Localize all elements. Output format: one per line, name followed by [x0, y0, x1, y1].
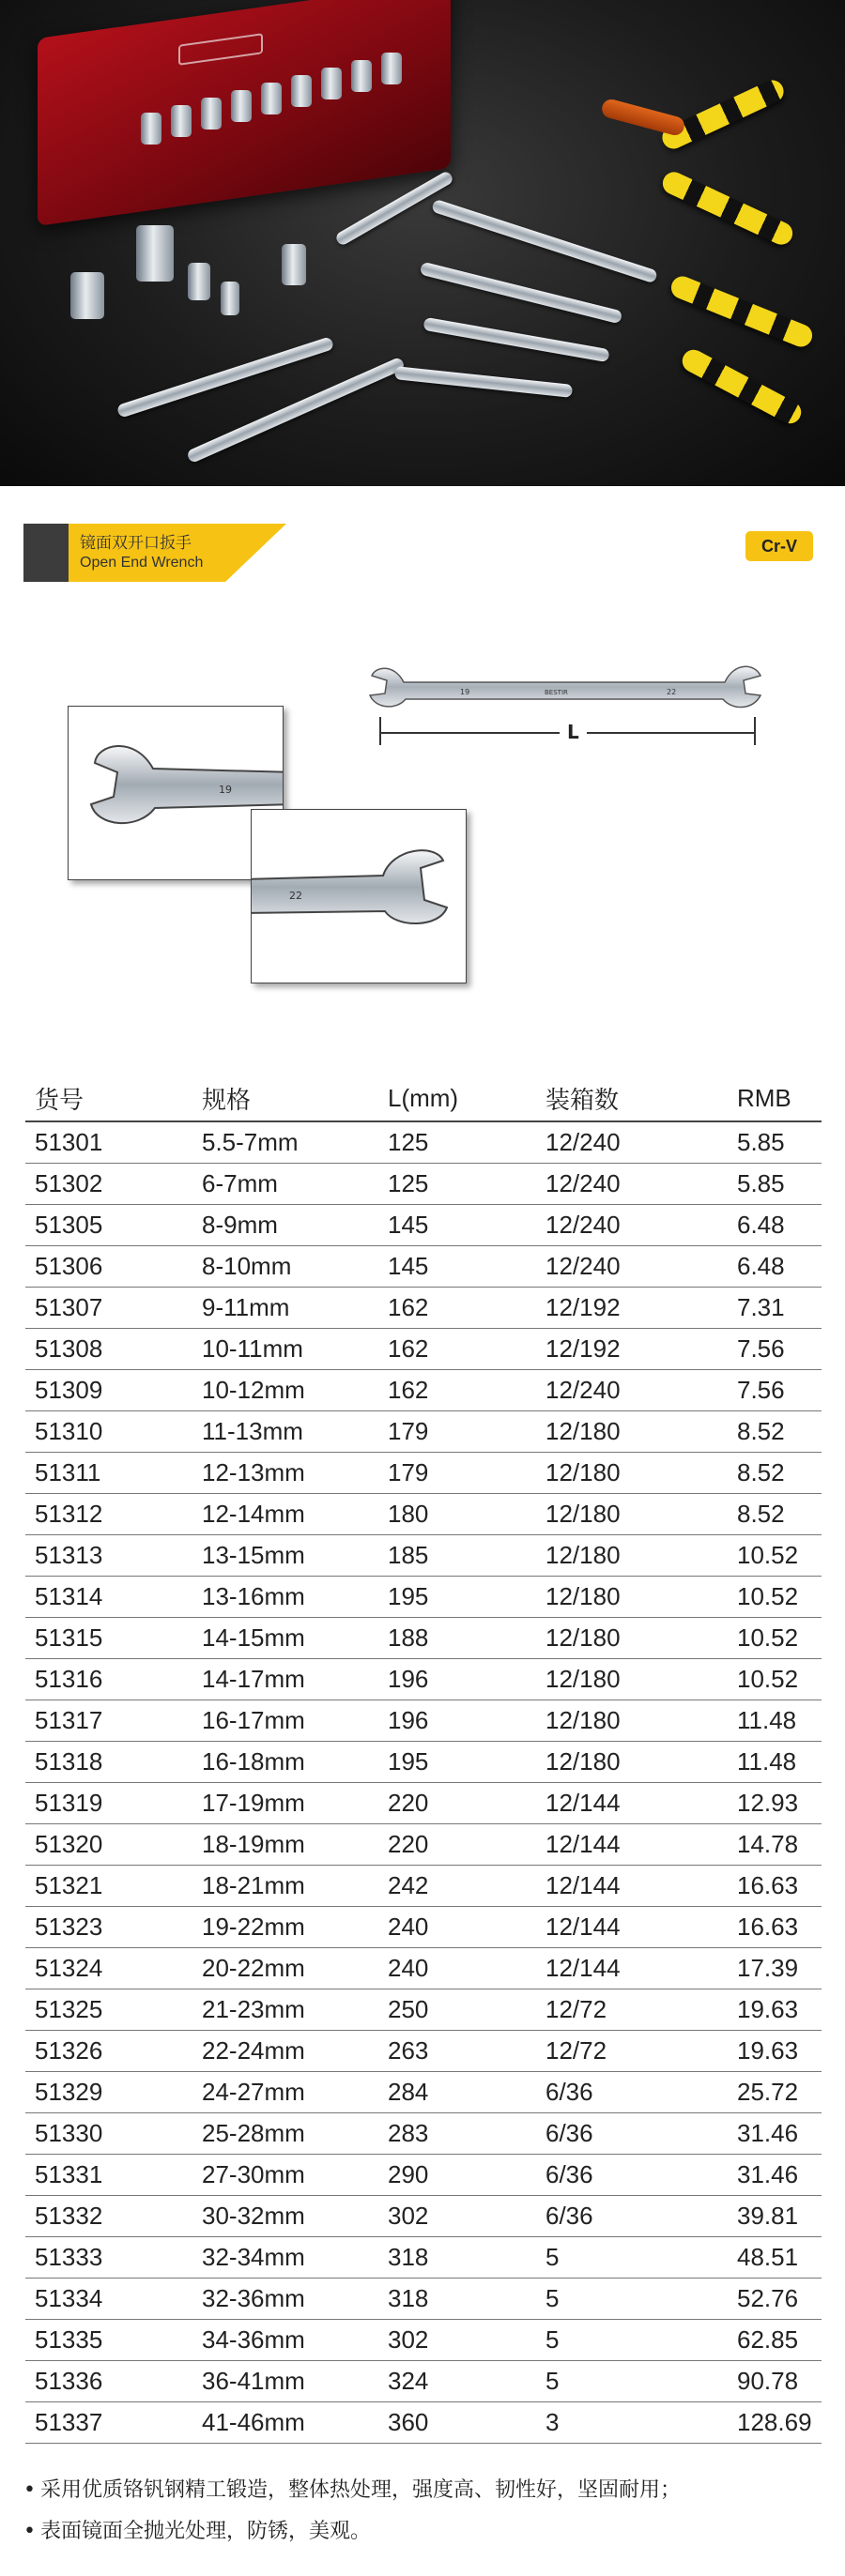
table-cell: 12/180	[536, 1658, 728, 1700]
table-cell: 51330	[25, 2112, 192, 2154]
table-cell: 51329	[25, 2071, 192, 2112]
table-cell: 25-28mm	[192, 2112, 378, 2154]
table-cell: 34-36mm	[192, 2319, 378, 2360]
product-banner-photo	[0, 0, 845, 486]
wrench-icon	[420, 262, 623, 325]
table-cell: 14-17mm	[192, 1658, 378, 1700]
table-cell: 51324	[25, 1947, 192, 1989]
table-row	[25, 2154, 822, 2195]
table-row	[25, 1658, 822, 1700]
socket-icon	[261, 83, 282, 114]
table-header-row	[25, 1076, 822, 1121]
table-cell: 51305	[25, 1204, 192, 1245]
table-cell: 16-17mm	[192, 1700, 378, 1741]
table-row	[25, 2278, 822, 2319]
table-row	[25, 2030, 822, 2071]
table-cell: 12/240	[536, 1245, 728, 1287]
table-cell: 12/72	[536, 1989, 728, 2030]
table-cell: 6/36	[536, 2195, 728, 2236]
table-cell: 51337	[25, 2401, 192, 2443]
table-cell: 196	[378, 1700, 536, 1741]
table-cell: 12/144	[536, 1782, 728, 1823]
table-cell: 21-23mm	[192, 1989, 378, 2030]
table-cell: 12/180	[536, 1452, 728, 1493]
table-cell: 14-15mm	[192, 1617, 378, 1658]
wrench-mark-right: 22	[667, 688, 677, 696]
table-cell: 12/144	[536, 1947, 728, 1989]
socket-icon	[188, 263, 210, 300]
table-cell: 51314	[25, 1576, 192, 1617]
table-row	[25, 2071, 822, 2112]
table-cell: 7.56	[728, 1369, 822, 1410]
table-cell: 220	[378, 1823, 536, 1865]
table-cell: 6/36	[536, 2112, 728, 2154]
table-cell: 12/180	[536, 1741, 728, 1782]
table-cell: 51320	[25, 1823, 192, 1865]
table-cell: 51301	[25, 1121, 192, 1163]
table-cell: 179	[378, 1410, 536, 1452]
table-cell: 196	[378, 1658, 536, 1700]
table-cell: 17.39	[728, 1947, 822, 1989]
table-cell: 10.52	[728, 1534, 822, 1576]
table-cell: 240	[378, 1947, 536, 1989]
table-row	[25, 1534, 822, 1576]
table-cell: 5.5-7mm	[192, 1121, 378, 1163]
table-cell: 20-22mm	[192, 1947, 378, 1989]
table-cell: 162	[378, 1287, 536, 1328]
table-cell: 51306	[25, 1245, 192, 1287]
table-cell: 180	[378, 1493, 536, 1534]
table-cell: 12/180	[536, 1576, 728, 1617]
dimension-tick-left	[379, 717, 381, 745]
table-cell: 145	[378, 1245, 536, 1287]
table-cell: 263	[378, 2030, 536, 2071]
wrench-icon	[422, 317, 609, 363]
table-cell: 51323	[25, 1906, 192, 1947]
table-cell: 125	[378, 1121, 536, 1163]
table-cell: 220	[378, 1782, 536, 1823]
table-cell: 12/180	[536, 1493, 728, 1534]
table-cell: 51332	[25, 2195, 192, 2236]
table-row	[25, 1741, 822, 1782]
table-cell: 12/144	[536, 1906, 728, 1947]
section-title-tag	[23, 524, 329, 582]
column-header: 装箱数	[536, 1076, 728, 1121]
table-cell: 12/240	[536, 1369, 728, 1410]
table-cell: 162	[378, 1369, 536, 1410]
ratchet-handle-icon	[659, 168, 796, 248]
table-cell: 51308	[25, 1328, 192, 1369]
table-cell: 318	[378, 2236, 536, 2278]
table-cell: 52.76	[728, 2278, 822, 2319]
table-cell: 12/144	[536, 1823, 728, 1865]
table-cell: 283	[378, 2112, 536, 2154]
table-cell: 12/192	[536, 1328, 728, 1369]
table-row	[25, 1452, 822, 1493]
table-cell: 125	[378, 1163, 536, 1204]
table-cell: 128.69	[728, 2401, 822, 2443]
table-cell: 51313	[25, 1534, 192, 1576]
table-cell: 12-13mm	[192, 1452, 378, 1493]
table-cell: 51310	[25, 1410, 192, 1452]
table-cell: 36-41mm	[192, 2360, 378, 2401]
table-cell: 8-10mm	[192, 1245, 378, 1287]
socket-icon	[221, 282, 239, 315]
column-header: RMB	[728, 1076, 822, 1121]
table-cell: 5.85	[728, 1121, 822, 1163]
socket-icon	[136, 225, 174, 282]
table-row	[25, 1700, 822, 1741]
detail-closeup-right	[251, 809, 467, 983]
wrench-head-icon	[252, 810, 467, 983]
table-cell: 242	[378, 1865, 536, 1906]
table-row	[25, 2401, 822, 2443]
table-cell: 12/180	[536, 1410, 728, 1452]
socket-icon	[201, 98, 222, 130]
table-cell: 8-9mm	[192, 1204, 378, 1245]
table-cell: 6.48	[728, 1245, 822, 1287]
table-cell: 5	[536, 2360, 728, 2401]
wrench-diagram	[366, 624, 770, 765]
table-cell: 27-30mm	[192, 2154, 378, 2195]
table-row	[25, 1245, 822, 1287]
table-row	[25, 1865, 822, 1906]
table-cell: 51331	[25, 2154, 192, 2195]
plier-handle-icon	[668, 273, 815, 350]
plier-handle-icon	[658, 77, 787, 153]
table-cell: 14.78	[728, 1823, 822, 1865]
column-header: 货号	[25, 1076, 192, 1121]
table-cell: 51321	[25, 1865, 192, 1906]
table-cell: 324	[378, 2360, 536, 2401]
table-cell: 185	[378, 1534, 536, 1576]
table-cell: 19.63	[728, 1989, 822, 2030]
table-cell: 5	[536, 2278, 728, 2319]
dimension-tick-right	[754, 717, 756, 745]
socket-icon	[141, 113, 161, 145]
table-cell: 51307	[25, 1287, 192, 1328]
table-cell: 19.63	[728, 2030, 822, 2071]
table-cell: 12/180	[536, 1700, 728, 1741]
table-cell: 30-32mm	[192, 2195, 378, 2236]
table-cell: 12/240	[536, 1163, 728, 1204]
table-cell: 3	[536, 2401, 728, 2443]
column-header: 规格	[192, 1076, 378, 1121]
table-cell: 12/144	[536, 1865, 728, 1906]
table-row	[25, 1287, 822, 1328]
spec-table	[25, 1076, 822, 2444]
table-cell: 240	[378, 1906, 536, 1947]
table-cell: 284	[378, 2071, 536, 2112]
table-cell: 290	[378, 2154, 536, 2195]
table-cell: 10-12mm	[192, 1369, 378, 1410]
table-cell: 51325	[25, 1989, 192, 2030]
table-cell: 11.48	[728, 1741, 822, 1782]
table-cell: 51311	[25, 1452, 192, 1493]
section-title-en: Open End Wrench	[80, 555, 204, 571]
table-cell: 10.52	[728, 1617, 822, 1658]
table-cell: 7.56	[728, 1328, 822, 1369]
adjustable-wrench-icon	[394, 366, 573, 398]
table-cell: 5	[536, 2319, 728, 2360]
dimension-label: L	[560, 721, 587, 743]
column-header: L(mm)	[378, 1076, 536, 1121]
material-badge: Cr-V	[745, 531, 813, 561]
wrench-mark-left: 19	[460, 688, 470, 696]
table-cell: 7.31	[728, 1287, 822, 1328]
table-cell: 32-34mm	[192, 2236, 378, 2278]
table-row	[25, 1163, 822, 1204]
table-cell: 31.46	[728, 2112, 822, 2154]
table-cell: 9-11mm	[192, 1287, 378, 1328]
table-cell: 51316	[25, 1658, 192, 1700]
table-row	[25, 1823, 822, 1865]
table-cell: 39.81	[728, 2195, 822, 2236]
table-cell: 12/180	[536, 1617, 728, 1658]
socket-icon	[171, 105, 192, 137]
table-cell: 16.63	[728, 1906, 822, 1947]
table-row	[25, 1947, 822, 1989]
detail-size-right: 22	[289, 890, 302, 902]
table-cell: 12/180	[536, 1534, 728, 1576]
table-row	[25, 1782, 822, 1823]
table-cell: 8.52	[728, 1452, 822, 1493]
table-row	[25, 1121, 822, 1163]
table-row	[25, 1576, 822, 1617]
table-cell: 162	[378, 1328, 536, 1369]
table-cell: 22-24mm	[192, 2030, 378, 2071]
socket-icon	[351, 60, 372, 92]
feature-notes	[23, 2470, 831, 2553]
table-row	[25, 2112, 822, 2154]
table-cell: 51319	[25, 1782, 192, 1823]
table-row	[25, 1906, 822, 1947]
note-item: • 表面镜面全抛光处理，防锈，美观。	[23, 2511, 831, 2553]
table-row	[25, 1410, 822, 1452]
table-cell: 32-36mm	[192, 2278, 378, 2319]
table-cell: 13-16mm	[192, 1576, 378, 1617]
table-cell: 51309	[25, 1369, 192, 1410]
table-cell: 5.85	[728, 1163, 822, 1204]
table-row	[25, 1328, 822, 1369]
table-cell: 250	[378, 1989, 536, 2030]
table-cell: 25.72	[728, 2071, 822, 2112]
socket-icon	[291, 75, 312, 107]
table-cell: 51336	[25, 2360, 192, 2401]
table-cell: 188	[378, 1617, 536, 1658]
table-cell: 41-46mm	[192, 2401, 378, 2443]
table-cell: 195	[378, 1741, 536, 1782]
screwdriver-handle-icon	[600, 98, 686, 138]
table-cell: 12.93	[728, 1782, 822, 1823]
tag-dark-block	[23, 524, 69, 582]
table-cell: 12/240	[536, 1121, 728, 1163]
table-cell: 17-19mm	[192, 1782, 378, 1823]
plier-handle-icon	[679, 346, 806, 428]
table-cell: 8.52	[728, 1410, 822, 1452]
table-cell: 90.78	[728, 2360, 822, 2401]
table-cell: 51317	[25, 1700, 192, 1741]
table-row	[25, 2360, 822, 2401]
wrench-mark-brand: BESTIR	[545, 689, 568, 696]
table-cell: 51318	[25, 1741, 192, 1782]
table-cell: 10.52	[728, 1576, 822, 1617]
table-cell: 11.48	[728, 1700, 822, 1741]
table-cell: 6/36	[536, 2071, 728, 2112]
table-cell: 302	[378, 2319, 536, 2360]
table-cell: 18-19mm	[192, 1823, 378, 1865]
table-row	[25, 2195, 822, 2236]
table-cell: 8.52	[728, 1493, 822, 1534]
table-cell: 31.46	[728, 2154, 822, 2195]
note-item: • 采用优质铬钒钢精工锻造，整体热处理，强度高、韧性好，坚固耐用；	[23, 2470, 831, 2511]
table-cell: 12/192	[536, 1287, 728, 1328]
table-row	[25, 1617, 822, 1658]
socket-icon	[381, 53, 402, 84]
table-cell: 16-18mm	[192, 1741, 378, 1782]
table-cell: 195	[378, 1576, 536, 1617]
table-cell: 10-11mm	[192, 1328, 378, 1369]
table-cell: 62.85	[728, 2319, 822, 2360]
table-cell: 145	[378, 1204, 536, 1245]
table-cell: 10.52	[728, 1658, 822, 1700]
table-cell: 318	[378, 2278, 536, 2319]
table-cell: 360	[378, 2401, 536, 2443]
table-cell: 6/36	[536, 2154, 728, 2195]
table-cell: 51302	[25, 1163, 192, 1204]
section-title-cn: 镜面双开口扳手	[80, 534, 192, 553]
table-cell: 51334	[25, 2278, 192, 2319]
table-cell: 12/72	[536, 2030, 728, 2071]
table-cell: 302	[378, 2195, 536, 2236]
socket-icon	[282, 244, 306, 285]
wrench-icon	[431, 199, 658, 284]
table-cell: 12/240	[536, 1204, 728, 1245]
table-cell: 6-7mm	[192, 1163, 378, 1204]
table-cell: 12-14mm	[192, 1493, 378, 1534]
table-body	[25, 1121, 822, 2443]
table-cell: 19-22mm	[192, 1906, 378, 1947]
table-row	[25, 1204, 822, 1245]
table-row	[25, 2319, 822, 2360]
table-cell: 24-27mm	[192, 2071, 378, 2112]
case-brand-plate	[178, 33, 263, 66]
table-cell: 51333	[25, 2236, 192, 2278]
table-row	[25, 2236, 822, 2278]
wrench-icon	[370, 666, 760, 707]
socket-icon	[70, 272, 104, 319]
table-row	[25, 1989, 822, 2030]
socket-icon	[231, 90, 252, 122]
table-cell: 51335	[25, 2319, 192, 2360]
table-cell: 11-13mm	[192, 1410, 378, 1452]
table-cell: 5	[536, 2236, 728, 2278]
table-cell: 48.51	[728, 2236, 822, 2278]
socket-icon	[321, 68, 342, 99]
table-cell: 6.48	[728, 1204, 822, 1245]
table-cell: 179	[378, 1452, 536, 1493]
table-cell: 51315	[25, 1617, 192, 1658]
table-cell: 51326	[25, 2030, 192, 2071]
table-cell: 18-21mm	[192, 1865, 378, 1906]
table-row	[25, 1493, 822, 1534]
table-cell: 13-15mm	[192, 1534, 378, 1576]
table-cell: 16.63	[728, 1865, 822, 1906]
table-row	[25, 1369, 822, 1410]
detail-size-left: 19	[219, 784, 232, 796]
table-cell: 51312	[25, 1493, 192, 1534]
